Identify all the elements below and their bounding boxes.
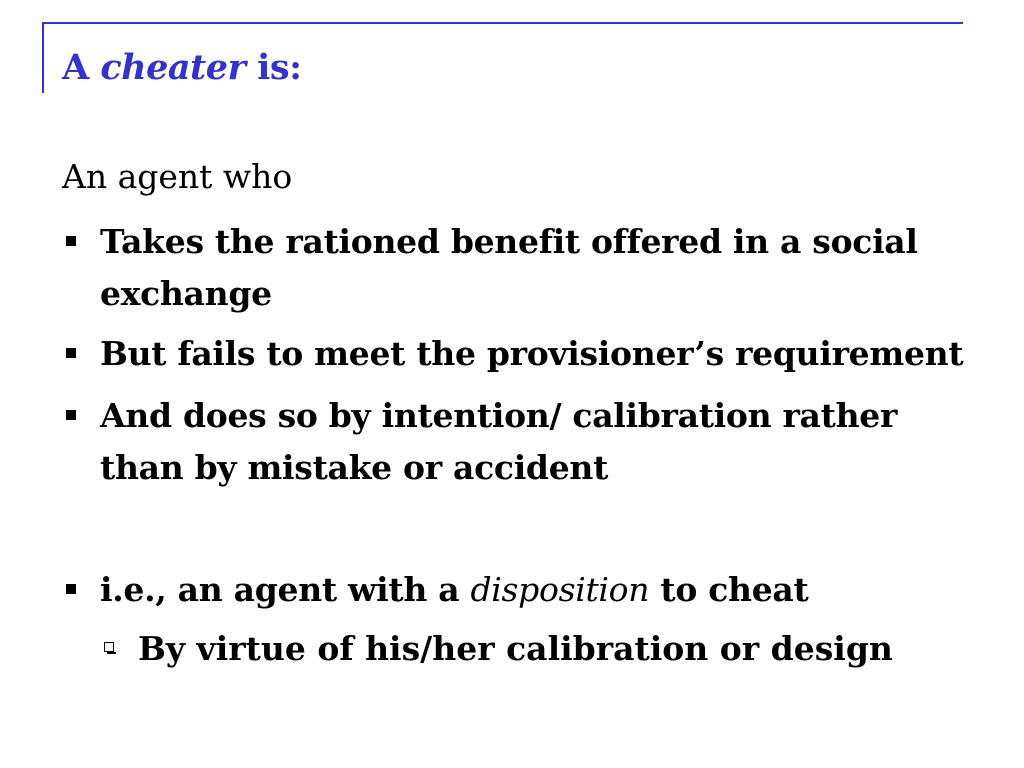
bullet-text-suffix: to cheat bbox=[649, 570, 809, 609]
slide-title bbox=[62, 44, 302, 92]
title-frame-top-rule bbox=[42, 22, 963, 24]
bullet-text: But fails to meet the provisioner’s requirement bbox=[100, 334, 964, 373]
title-suffix: is: bbox=[245, 47, 302, 88]
bullet-text bbox=[100, 564, 980, 616]
bullet-text: Takes the rationed benefit offered in a social exchange bbox=[100, 222, 918, 313]
bullet-text-emphasis: disposition bbox=[470, 570, 650, 609]
filled-square-bullet-icon bbox=[66, 584, 76, 594]
title-emphasis: cheater bbox=[100, 47, 246, 88]
bullet-text: And does so by intention/ calibration rather than by mistake or accident bbox=[100, 396, 898, 487]
title-frame-left-rule bbox=[42, 22, 44, 93]
filled-square-bullet-icon bbox=[66, 236, 76, 246]
intro-line: An agent who bbox=[62, 157, 293, 196]
sub-bullet-text: By virtue of his/her calibration or design bbox=[138, 629, 893, 668]
title-prefix: A bbox=[62, 47, 101, 88]
filled-square-bullet-icon bbox=[66, 348, 76, 358]
bullet-text-prefix: i.e., an agent with a bbox=[100, 570, 471, 609]
filled-square-bullet-icon bbox=[66, 410, 76, 420]
hollow-square-bullet-icon bbox=[104, 642, 114, 652]
